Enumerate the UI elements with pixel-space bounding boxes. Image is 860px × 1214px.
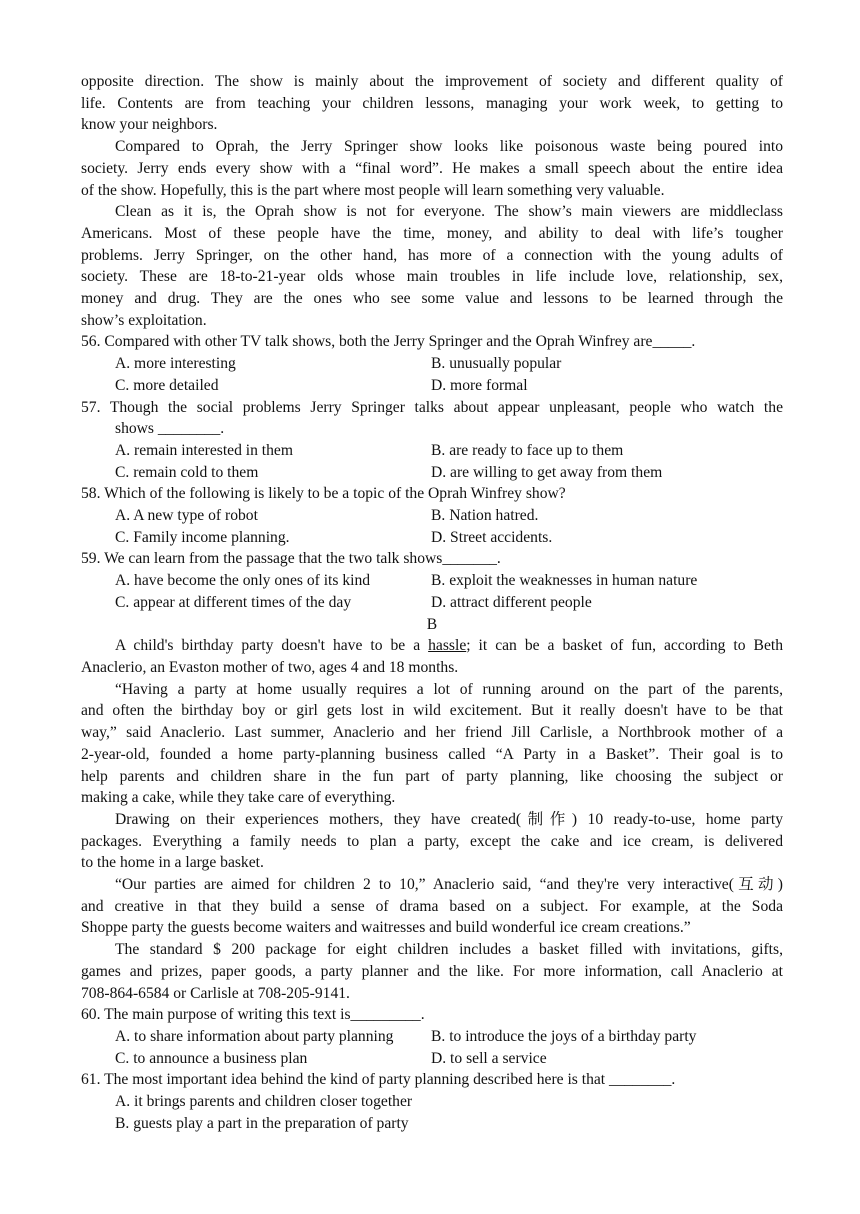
option-a[interactable]: A. it brings parents and children closer together [115,1093,413,1111]
passage-line: problems. Jerry Springer, on the other hand, has more of a connection with the young adults of [81,246,783,264]
passage-line: 708-864-6584 or Carlisle at 708-205-9141. [81,984,350,1002]
passage-line: making a cake, while they take care of everything. [81,789,396,807]
question-58-options-row2 [81,527,783,549]
option-a[interactable]: A. A new type of robot [115,507,258,525]
option-c[interactable]: C. Family income planning. [115,528,290,546]
option-c[interactable]: C. appear at different times of the day [115,593,352,611]
passage-line: society. These are 18-to-21-year olds whose main troubles in life include love, relationship, sex, [81,268,783,286]
passage-line: help parents and children share in the fun part of party planning, like choosing the subject or [81,767,783,785]
question-60-options-row1 [81,1026,783,1048]
question-59-stem: 59. We can learn from the passage that the two talk shows_______. [81,550,501,568]
option-b[interactable]: B. Nation hatred. [431,507,539,525]
question-59-options-row1 [81,570,783,592]
passage-line: life. Contents are from teaching your children lessons, managing your work week, to getting to [81,94,783,112]
passage-line: Anaclerio, an Evaston mother of two, ages 4 and 18 months. [81,658,459,676]
question-57-options-row1 [81,440,783,462]
option-b[interactable]: B. are ready to face up to them [431,441,624,459]
option-a[interactable]: A. have become the only ones of its kind [115,572,371,590]
question-58-stem: 58. Which of the following is likely to be a topic of the Oprah Winfrey show? [81,485,566,503]
question-57-options-row2 [81,462,783,484]
passage-line: 2-year-old, founded a home party-planning business called “A Party in a Basket”. Their goal is to [81,745,783,763]
option-a[interactable]: A. remain interested in them [115,441,293,459]
passage-line: Compared to Oprah, the Jerry Springer show looks like poisonous waste being poured into [115,138,783,156]
section-heading: B [426,615,438,633]
option-c[interactable]: C. more detailed [115,376,219,394]
question-56-options-row1 [81,353,783,375]
passage-line: Drawing on their experiences mothers, they have created(制作) 10 ready-to-use, home party [115,810,783,828]
document-page [81,71,783,1134]
option-b[interactable]: B. unusually popular [431,355,562,373]
passage-line: Shoppe party the guests become waiters and waitresses and build wonderful ice cream creations.” [81,919,691,937]
option-c[interactable]: C. to announce a business plan [115,1049,308,1067]
question-56-options-row2 [81,375,783,397]
option-d[interactable]: D. more formal [431,376,528,394]
passage-line: and often the birthday boy or girl gets lost in wild excitement. But it really doesn't have to be that [81,702,783,720]
passage-line: know your neighbors. [81,116,218,134]
option-a[interactable]: A. more interesting [115,355,236,373]
option-b[interactable]: B. exploit the weaknesses in human nature [431,572,698,590]
passage-line: society. Jerry ends every show with a “final word”. He makes a small speech about the entire idea [81,159,783,177]
question-58-options-row1 [81,505,783,527]
option-b[interactable]: B. to introduce the joys of a birthday party [431,1027,697,1045]
passage-line: “Our parties are aimed for children 2 to 10,” Anaclerio said, “and they're very interactive(互动) [115,876,783,894]
passage-line: to the home in a large basket. [81,854,264,872]
question-60-stem: 60. The main purpose of writing this text is_________. [81,1006,425,1024]
question-57-stem-cont: shows ________. [115,420,225,438]
option-d[interactable]: D. attract different people [431,593,592,611]
passage-line: and creative in that they build a sense of drama based on a subject. For example, at the Soda [81,897,783,915]
passage-line: of the show. Hopefully, this is the part where most people will learn something very valuable. [81,181,665,199]
passage-line: opposite direction. The show is mainly about the improvement of society and different quality of [81,73,783,90]
option-d[interactable]: D. to sell a service [431,1049,547,1067]
passage-line: packages. Everything a family needs to plan a party, except the cake and ice cream, is delivered [81,832,783,850]
option-d[interactable]: D. Street accidents. [431,528,553,546]
passage-line: Clean as it is, the Oprah show is not for everyone. The show’s main viewers are middleclass [115,203,783,221]
question-57-stem: 57. Though the social problems Jerry Springer talks about appear unpleasant, people who watch the [81,398,783,416]
question-59-options-row2 [81,592,783,614]
passage-line: way,” said Anaclerio. Last summer, Anaclerio and her friend Jill Carlisle, a Northbrook mother of a [81,724,783,742]
passage-line: “Having a party at home usually requires a lot of running around on the part of the parents, [115,680,783,698]
passage-text: ; it can be a basket of fun, according to Beth [466,637,783,655]
question-60-options-row2 [81,1048,783,1070]
question-61-stem: 61. The most important idea behind the kind of party planning described here is that ________. [81,1071,676,1089]
passage-line: Americans. Most of these people have the time, money, and ability to deal with life’s tougher [81,224,783,242]
passage-line: show’s exploitation. [81,311,207,329]
option-c[interactable]: C. remain cold to them [115,463,259,481]
option-a[interactable]: A. to share information about party planning [115,1027,394,1045]
passage-line: money and drug. They are the ones who see some value and lessons to be learned through the [81,290,783,308]
passage-text: A child's birthday party doesn't have to be a [115,637,429,655]
option-d[interactable]: D. are willing to get away from them [431,463,663,481]
passage-line: games and prizes, paper goods, a party planner and the like. For more information, call Anaclerio at [81,962,783,980]
option-b[interactable]: B. guests play a part in the preparation of party [115,1114,409,1132]
passage-line: The standard $ 200 package for eight children includes a basket filled with invitations, gifts, [115,941,783,959]
passage-line [81,635,783,657]
underlined-word: hassle [428,637,467,655]
question-56-stem: 56. Compared with other TV talk shows, both the Jerry Springer and the Oprah Winfrey are_____. [81,333,696,351]
